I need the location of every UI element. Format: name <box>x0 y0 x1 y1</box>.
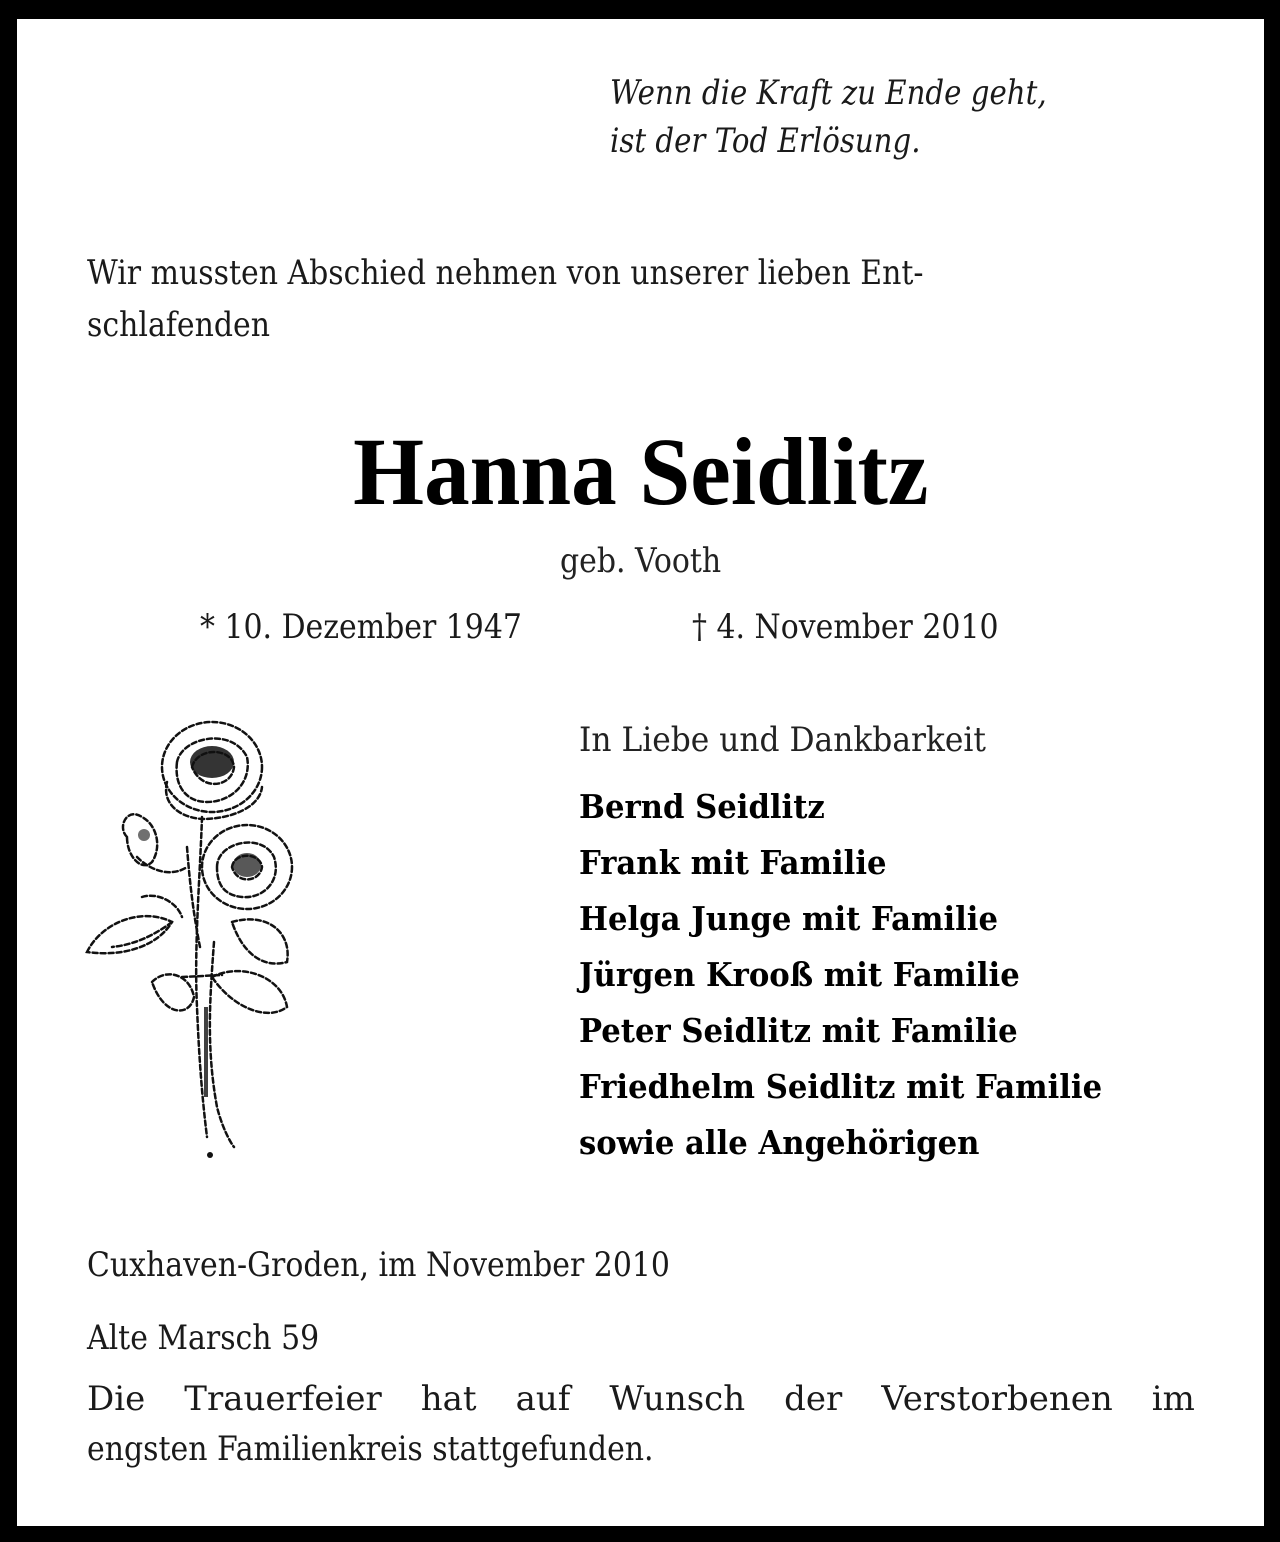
mourner-item: Friedhelm Seidlitz mit Familie <box>579 1067 1103 1106</box>
place-and-date: Cuxhaven-Groden, im November 2010 <box>87 1245 670 1285</box>
birth-name <box>17 537 1264 585</box>
deceased-name <box>17 417 1264 527</box>
mourner-item: sowie alle Angehörigen <box>579 1123 980 1162</box>
notice-word: im <box>1151 1379 1195 1419</box>
intro-line-1: Wir mussten Abschied nehmen von unserer lieben Ent- <box>87 253 924 293</box>
mourner-item: Peter Seidlitz mit Familie <box>579 1011 1018 1050</box>
notice-word: Wunsch <box>609 1379 746 1419</box>
rose-icon <box>82 707 302 1167</box>
motto-quote <box>610 69 1047 165</box>
death-date: † 4. November 2010 <box>692 607 999 647</box>
notice-word: auf <box>515 1379 571 1419</box>
funeral-notice-line-2: engsten Familienkreis stattgefunden. <box>87 1429 654 1469</box>
notice-word: Verstorbenen <box>881 1379 1113 1419</box>
notice-word: Die <box>87 1379 146 1419</box>
intro-line-2: schlafenden <box>87 305 270 345</box>
mourner-item: Frank mit Familie <box>579 843 887 882</box>
birth-name-text: geb. Vooth <box>559 541 722 581</box>
mourner-item: Helga Junge mit Familie <box>579 899 998 938</box>
mourners-list <box>579 779 1102 1171</box>
intro-text <box>87 247 924 351</box>
motto-line-2: ist der Tod Erlösung. <box>610 121 921 161</box>
birth-date: * 10. Dezember 1947 <box>200 607 522 647</box>
mourner-item: Jürgen Krooß mit Familie <box>579 955 1020 994</box>
notice-word: Trauerfeier <box>184 1379 382 1419</box>
motto-line-1: Wenn die Kraft zu Ende geht, <box>610 73 1047 113</box>
funeral-notice <box>87 1374 1195 1474</box>
notice-word: hat <box>420 1379 477 1419</box>
address: Alte Marsch 59 <box>87 1318 320 1358</box>
obituary-notice <box>17 19 1264 1526</box>
funeral-notice-line-1 <box>87 1374 1195 1424</box>
mourner-item: Bernd Seidlitz <box>579 787 825 826</box>
closing-phrase: In Liebe und Dankbarkeit <box>579 720 986 760</box>
deceased-name-text: Hanna Seidlitz <box>352 418 929 525</box>
notice-word: der <box>784 1379 843 1419</box>
